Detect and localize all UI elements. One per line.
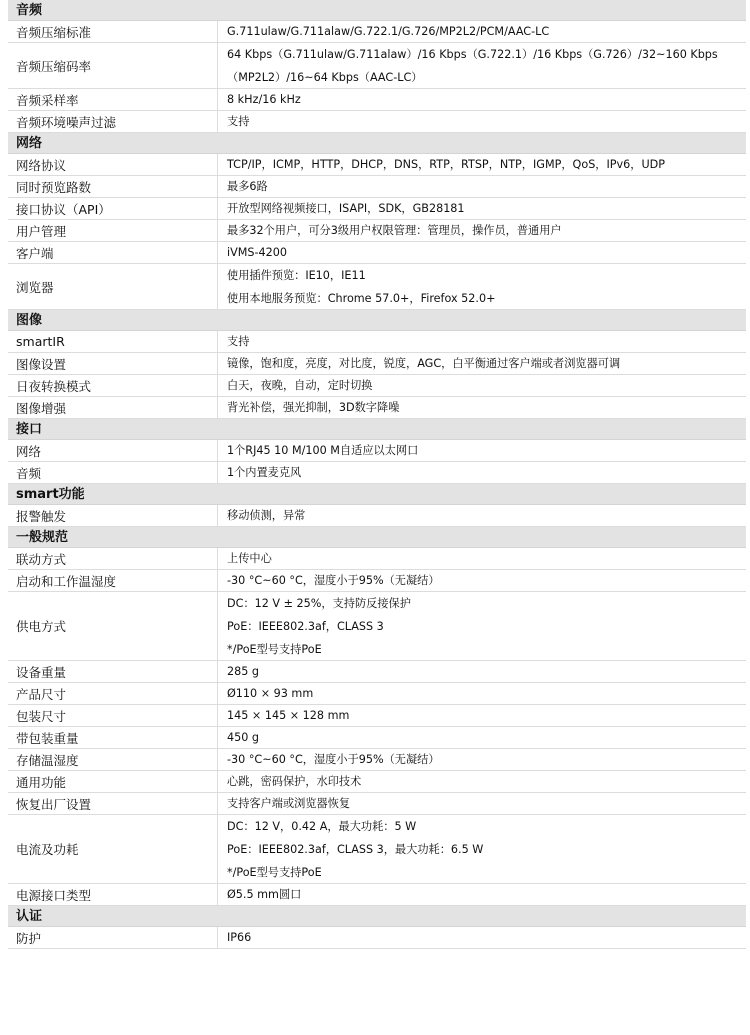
- spec-label: 音频压缩码率: [8, 43, 218, 88]
- spec-value: [218, 331, 746, 352]
- spec-value-line: 1个RJ45 10 M/100 M自适应以太网口: [227, 443, 419, 457]
- spec-value: [218, 375, 746, 396]
- spec-value: [218, 749, 746, 770]
- spec-label: 电流及功耗: [8, 815, 218, 883]
- spec-label: 通用功能: [8, 771, 218, 792]
- spec-row: [8, 793, 746, 815]
- spec-label: 网络协议: [8, 154, 218, 175]
- spec-value-line: DC：12 V，0.42 A，最大功耗：5 W: [227, 819, 417, 833]
- spec-value-line: 心跳，密码保护，水印技术: [227, 774, 362, 788]
- spec-value-line: 镜像，饱和度，亮度，对比度，锐度，AGC，白平衡通过客户端或者浏览器可调: [227, 356, 621, 370]
- spec-label: 网络: [8, 440, 218, 461]
- spec-row: [8, 462, 746, 484]
- spec-label: 供电方式: [8, 592, 218, 660]
- spec-value-line: 背光补偿，强光抑制，3D数字降噪: [227, 400, 400, 414]
- spec-value-line: 开放型网络视频接口，ISAPI，SDK，GB28181: [227, 201, 465, 215]
- spec-label: 音频: [8, 462, 218, 483]
- spec-label: 接口协议（API）: [8, 198, 218, 219]
- spec-label: 同时预览路数: [8, 176, 218, 197]
- spec-label: 恢复出厂设置: [8, 793, 218, 814]
- spec-row: [8, 705, 746, 727]
- spec-label: 日夜转换模式: [8, 375, 218, 396]
- spec-value: [218, 154, 746, 175]
- section-header: 接口: [8, 419, 746, 440]
- spec-value: [218, 198, 746, 219]
- spec-value-line: G.711ulaw/G.711alaw/G.722.1/G.726/MP2L2/PCM/AAC-LC: [227, 24, 550, 38]
- spec-row: [8, 927, 746, 949]
- spec-value-line: */PoE型号支持PoE: [227, 642, 322, 656]
- spec-value: [218, 661, 746, 682]
- spec-label: 浏览器: [8, 264, 218, 309]
- spec-label: 包装尺寸: [8, 705, 218, 726]
- spec-value-line: （MP2L2）/16~64 Kbps（AAC-LC）: [227, 70, 423, 84]
- spec-row: [8, 683, 746, 705]
- spec-row: [8, 505, 746, 527]
- spec-value: [218, 242, 746, 263]
- spec-row: [8, 220, 746, 242]
- spec-value-line: 450 g: [227, 730, 260, 744]
- spec-value-line: 1个内置麦克风: [227, 465, 302, 479]
- spec-value: [218, 884, 746, 905]
- spec-value: [218, 548, 746, 569]
- spec-value-line: 64 Kbps（G.711ulaw/G.711alaw）/16 Kbps（G.722.1）/16 Kbps（G.726）/32~160 Kbps: [227, 47, 718, 61]
- section-header: 图像: [8, 310, 746, 331]
- spec-value: [218, 397, 746, 418]
- spec-row: [8, 43, 746, 89]
- spec-value-line: -30 °C~60 °C，湿度小于95%（无凝结）: [227, 573, 440, 587]
- spec-value-line: 移动侦测，异常: [227, 508, 306, 522]
- spec-label: 音频采样率: [8, 89, 218, 110]
- spec-value-line: IP66: [227, 930, 252, 944]
- spec-value: [218, 927, 746, 948]
- spec-value-line: 8 kHz/16 kHz: [227, 92, 301, 106]
- section-header: 网络: [8, 133, 746, 154]
- spec-value-line: 白天，夜晚，自动，定时切换: [227, 378, 373, 392]
- spec-value: [218, 683, 746, 704]
- spec-row: [8, 771, 746, 793]
- spec-value-line: Ø5.5 mm圆口: [227, 887, 302, 901]
- spec-value-line: DC：12 V ± 25%，支持防反接保护: [227, 596, 411, 610]
- spec-value: [218, 705, 746, 726]
- spec-row: [8, 397, 746, 419]
- spec-label: 设备重量: [8, 661, 218, 682]
- spec-row: [8, 440, 746, 462]
- spec-value: [218, 570, 746, 591]
- spec-label: smartIR: [8, 331, 218, 352]
- spec-value-line: 最多32个用户，可分3级用户权限管理：管理员，操作员，普通用户: [227, 223, 562, 237]
- spec-row: [8, 198, 746, 220]
- spec-label: 音频压缩标准: [8, 21, 218, 42]
- spec-label: 客户端: [8, 242, 218, 263]
- spec-label: 防护: [8, 927, 218, 948]
- spec-label: 启动和工作温湿度: [8, 570, 218, 591]
- spec-label: 图像设置: [8, 353, 218, 374]
- spec-row: [8, 570, 746, 592]
- spec-label: 电源接口类型: [8, 884, 218, 905]
- spec-value-line: 285 g: [227, 664, 260, 678]
- section-header: 认证: [8, 906, 746, 927]
- spec-value-line: 上传中心: [227, 551, 272, 565]
- spec-row: [8, 727, 746, 749]
- spec-row: [8, 154, 746, 176]
- spec-label: 产品尺寸: [8, 683, 218, 704]
- spec-value: [218, 21, 746, 42]
- section-header: 一般规范: [8, 527, 746, 548]
- spec-value: [218, 43, 746, 88]
- spec-value: [218, 111, 746, 132]
- spec-value: [218, 176, 746, 197]
- spec-row: [8, 884, 746, 906]
- spec-value-line: TCP/IP，ICMP，HTTP，DHCP，DNS，RTP，RTSP，NTP，IGMP，QoS，IPv6，UDP: [227, 157, 666, 171]
- spec-value-line: Ø110 × 93 mm: [227, 686, 314, 700]
- spec-row: [8, 89, 746, 111]
- spec-value: [218, 505, 746, 526]
- spec-value: [218, 264, 746, 309]
- spec-value-line: PoE：IEEE802.3af，CLASS 3: [227, 619, 384, 633]
- spec-label: 带包装重量: [8, 727, 218, 748]
- spec-row: [8, 176, 746, 198]
- spec-value: [218, 440, 746, 461]
- spec-value: [218, 727, 746, 748]
- spec-value: [218, 89, 746, 110]
- spec-value: [218, 353, 746, 374]
- section-header: smart功能: [8, 484, 746, 505]
- section-header: 音频: [8, 0, 746, 21]
- spec-row: [8, 749, 746, 771]
- spec-value: [218, 793, 746, 814]
- spec-value-line: iVMS-4200: [227, 245, 288, 259]
- spec-value: [218, 592, 746, 660]
- spec-value-line: PoE：IEEE802.3af，CLASS 3，最大功耗：6.5 W: [227, 842, 484, 856]
- spec-row: [8, 21, 746, 43]
- spec-row: [8, 661, 746, 683]
- spec-value: [218, 462, 746, 483]
- spec-row: [8, 548, 746, 570]
- spec-row: [8, 242, 746, 264]
- spec-row: [8, 264, 746, 310]
- spec-row: [8, 331, 746, 353]
- spec-value: [218, 220, 746, 241]
- spec-value-line: 使用插件预览：IE10，IE11: [227, 268, 366, 282]
- spec-value-line: 使用本地服务预览：Chrome 57.0+，Firefox 52.0+: [227, 291, 496, 305]
- spec-label: 音频环境噪声过滤: [8, 111, 218, 132]
- spec-row: [8, 592, 746, 661]
- spec-value-line: */PoE型号支持PoE: [227, 865, 322, 879]
- spec-row: [8, 353, 746, 375]
- spec-value: [218, 815, 746, 883]
- spec-label: 图像增强: [8, 397, 218, 418]
- spec-value-line: 最多6路: [227, 179, 268, 193]
- spec-label: 用户管理: [8, 220, 218, 241]
- spec-value-line: 支持客户端或浏览器恢复: [227, 796, 351, 810]
- spec-value: [218, 771, 746, 792]
- spec-label: 联动方式: [8, 548, 218, 569]
- spec-value-line: -30 °C~60 °C，湿度小于95%（无凝结）: [227, 752, 440, 766]
- spec-table: [8, 0, 746, 949]
- spec-value-line: 支持: [227, 114, 250, 128]
- spec-value-line: 145 × 145 × 128 mm: [227, 708, 350, 722]
- spec-label: 报警触发: [8, 505, 218, 526]
- spec-label: 存储温湿度: [8, 749, 218, 770]
- spec-row: [8, 815, 746, 884]
- spec-row: [8, 111, 746, 133]
- spec-value-line: 支持: [227, 334, 250, 348]
- spec-row: [8, 375, 746, 397]
